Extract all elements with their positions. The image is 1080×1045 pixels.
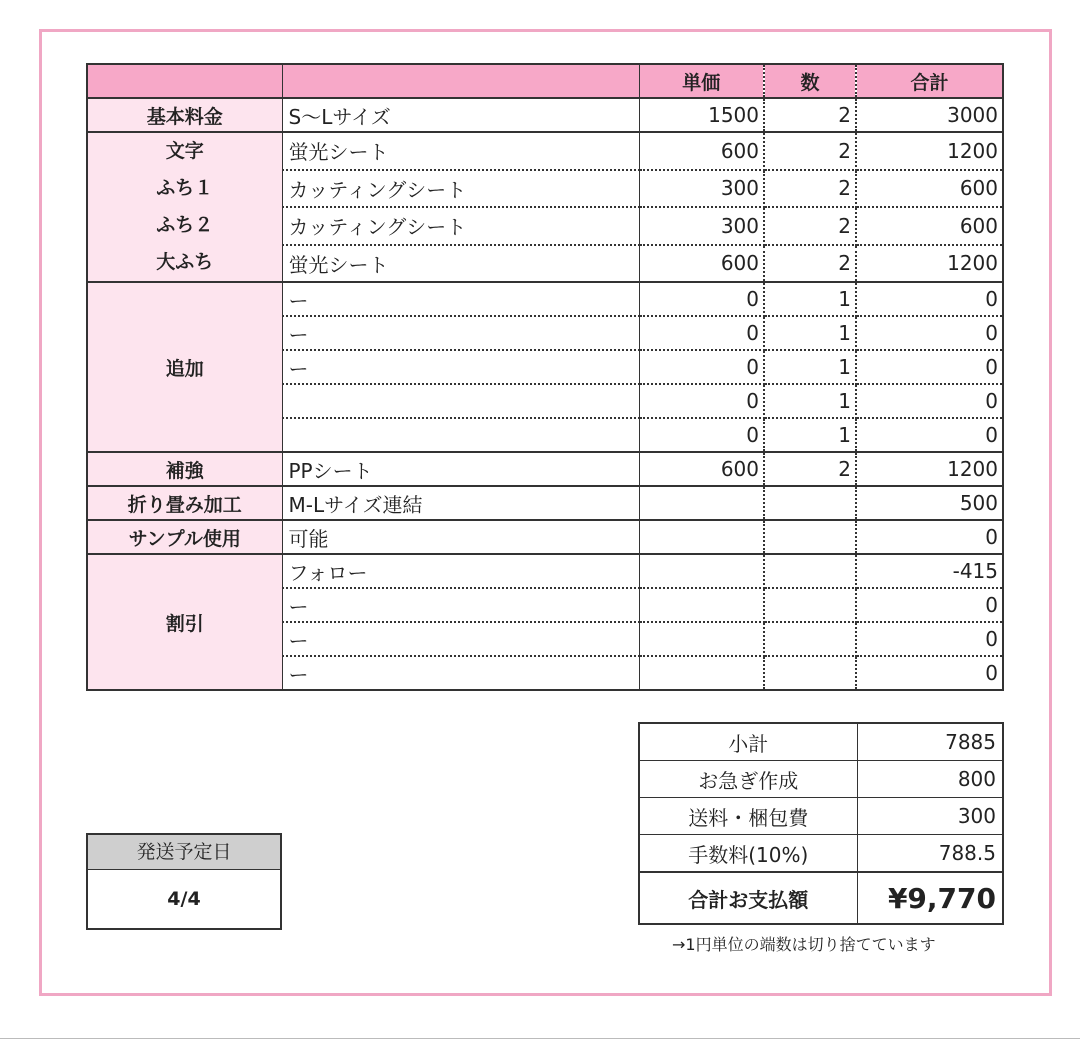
item-description: M-Lサイズ連結	[282, 486, 639, 520]
table-row	[87, 452, 1003, 486]
line-total-cell: 600	[856, 170, 1003, 208]
quantity-cell	[764, 554, 856, 588]
item-description: S〜Lサイズ	[282, 98, 639, 132]
category-label: 追加	[87, 282, 282, 452]
unit-price-cell	[639, 656, 764, 690]
line-total-cell: -415	[856, 554, 1003, 588]
header-quantity: 数	[764, 64, 856, 98]
line-total-cell: 1200	[856, 452, 1003, 486]
quantity-cell: 1	[764, 282, 856, 316]
line-total-cell: 0	[856, 384, 1003, 418]
item-description: ー	[282, 588, 639, 622]
item-description	[282, 418, 639, 452]
quantity-cell: 1	[764, 350, 856, 384]
line-total-cell: 0	[856, 418, 1003, 452]
category-label: サンプル使用	[87, 520, 282, 554]
line-total-cell: 0	[856, 316, 1003, 350]
summary-row-shipping	[639, 798, 1003, 835]
unit-price-cell	[639, 520, 764, 554]
price-table-body	[87, 98, 1003, 690]
quantity-cell: 2	[764, 132, 856, 170]
item-description: ー	[282, 656, 639, 690]
summary-row-total	[639, 872, 1003, 924]
category-label: 割引	[87, 554, 282, 690]
unit-price-cell: 0	[639, 350, 764, 384]
quantity-cell	[764, 656, 856, 690]
header-blank-item	[282, 64, 639, 98]
shipping-value: 300	[857, 798, 1003, 835]
rush-value: 800	[857, 761, 1003, 798]
table-row	[87, 520, 1003, 554]
unit-price-cell: 0	[639, 316, 764, 350]
line-total-cell: 0	[856, 282, 1003, 316]
fee-value: 788.5	[857, 835, 1003, 873]
line-total-cell: 0	[856, 520, 1003, 554]
unit-price-cell	[639, 588, 764, 622]
category-label-line: 大ふち	[156, 251, 214, 273]
category-label-line: ふち２	[156, 214, 214, 236]
quantity-cell: 1	[764, 418, 856, 452]
total-label: 合計お支払額	[639, 872, 857, 924]
total-value: ¥9,770	[857, 872, 1003, 924]
unit-price-cell	[639, 486, 764, 520]
item-description: フォロー	[282, 554, 639, 588]
unit-price-cell: 600	[639, 245, 764, 283]
line-total-cell: 600	[856, 207, 1003, 245]
quantity-cell: 2	[764, 170, 856, 208]
table-row	[87, 282, 1003, 316]
item-description: ー	[282, 282, 639, 316]
summary-row-subtotal	[639, 723, 1003, 761]
price-table	[86, 63, 1004, 691]
line-total-cell: 500	[856, 486, 1003, 520]
item-description: ー	[282, 622, 639, 656]
category-label: 折り畳み加工	[87, 486, 282, 520]
item-description: 可能	[282, 520, 639, 554]
item-description: カッティングシート	[282, 170, 639, 208]
quantity-cell: 1	[764, 384, 856, 418]
table-header-row	[87, 64, 1003, 98]
bottom-divider	[0, 1038, 1080, 1039]
quantity-cell: 2	[764, 452, 856, 486]
quantity-cell: 2	[764, 245, 856, 283]
quantity-cell: 1	[764, 316, 856, 350]
unit-price-cell: 0	[639, 418, 764, 452]
item-description: 蛍光シート	[282, 245, 639, 283]
subtotal-label: 小計	[639, 723, 857, 761]
quantity-cell	[764, 486, 856, 520]
quantity-cell	[764, 520, 856, 554]
quantity-cell	[764, 588, 856, 622]
unit-price-cell: 1500	[639, 98, 764, 132]
item-description: ー	[282, 350, 639, 384]
unit-price-cell	[639, 554, 764, 588]
unit-price-cell: 600	[639, 132, 764, 170]
shipping-date-value: 4/4	[167, 888, 201, 910]
line-total-cell: 0	[856, 622, 1003, 656]
table-row	[87, 98, 1003, 132]
table-row	[87, 132, 1003, 170]
line-total-cell: 3000	[856, 98, 1003, 132]
unit-price-cell	[639, 622, 764, 656]
table-row	[87, 554, 1003, 588]
line-total-cell: 0	[856, 656, 1003, 690]
unit-price-cell: 0	[639, 384, 764, 418]
item-description: ー	[282, 316, 639, 350]
unit-price-cell: 0	[639, 282, 764, 316]
quantity-cell: 2	[764, 207, 856, 245]
item-description: カッティングシート	[282, 207, 639, 245]
category-label	[87, 132, 282, 282]
header-blank-category	[87, 64, 282, 98]
unit-price-cell: 300	[639, 170, 764, 208]
category-label-line: ふち１	[156, 177, 214, 199]
category-label: 基本料金	[87, 98, 282, 132]
header-unit-price: 単価	[639, 64, 764, 98]
unit-price-cell: 600	[639, 452, 764, 486]
shipping-date-box	[86, 833, 282, 930]
line-total-cell: 1200	[856, 132, 1003, 170]
item-description: PPシート	[282, 452, 639, 486]
line-total-cell: 1200	[856, 245, 1003, 283]
line-total-cell: 0	[856, 350, 1003, 384]
category-label-line: 文字	[165, 140, 204, 162]
summary-row-rush	[639, 761, 1003, 798]
shipping-date-label: 発送予定日	[88, 835, 280, 870]
rush-label: お急ぎ作成	[639, 761, 857, 798]
rounding-note: →1円単位の端数は切り捨てています	[672, 935, 936, 954]
summary-table	[638, 722, 1004, 925]
unit-price-cell: 300	[639, 207, 764, 245]
shipping-label: 送料・梱包費	[639, 798, 857, 835]
fee-label: 手数料(10%)	[639, 835, 857, 873]
item-description: 蛍光シート	[282, 132, 639, 170]
summary-row-fee	[639, 835, 1003, 873]
line-total-cell: 0	[856, 588, 1003, 622]
category-label: 補強	[87, 452, 282, 486]
quantity-cell: 2	[764, 98, 856, 132]
subtotal-value: 7885	[857, 723, 1003, 761]
quantity-cell	[764, 622, 856, 656]
table-row	[87, 486, 1003, 520]
item-description	[282, 384, 639, 418]
header-total: 合計	[856, 64, 1003, 98]
